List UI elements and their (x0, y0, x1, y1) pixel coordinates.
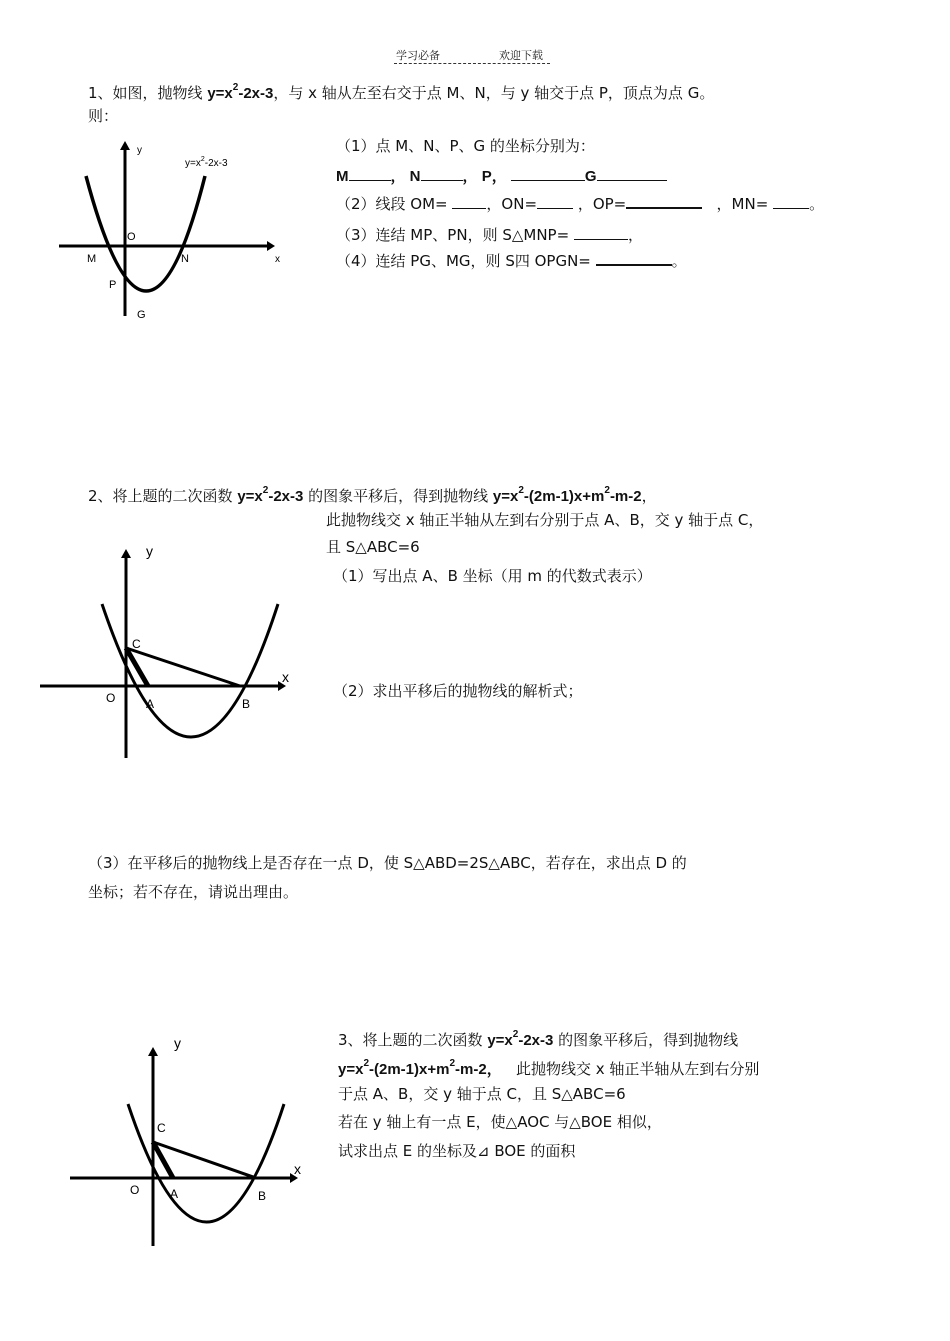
q1-parabola (86, 176, 205, 291)
blank-on[interactable] (537, 194, 573, 209)
q1-line2: 则： (88, 107, 119, 125)
q1-graph (55, 138, 295, 328)
blank-op[interactable] (626, 193, 702, 209)
q2-a-label: A (146, 697, 155, 711)
q1-p-label: P (109, 279, 117, 291)
q2-b-label: B (242, 697, 251, 711)
blank-n[interactable] (421, 166, 463, 181)
q3-parabola (128, 1104, 284, 1222)
q3-x-label: x (294, 1161, 301, 1177)
q3-c-label: C (157, 1121, 166, 1135)
q3-line3: 于点 A、B，交 y 轴于点 C，且 S△ABC=6 (338, 1085, 626, 1103)
q1-x-label: x (275, 254, 280, 265)
q1-n-label: N (181, 253, 189, 265)
q1-y-arrow (120, 141, 130, 150)
q3-a-label: A (170, 1187, 179, 1201)
q2-line2: 此抛物线交 x 轴正半轴从左到右分别于点 A、B，交 y 轴于点 C， (326, 511, 764, 529)
q1-m-label: M (87, 253, 97, 265)
q3-o-label: O (130, 1183, 140, 1197)
q2-sub1: （1）写出点 A、B 坐标（用 m 的代数式表示） (333, 567, 652, 585)
q3-y-arrow (148, 1047, 158, 1056)
blank-mn[interactable] (773, 194, 809, 209)
q3-y-label: y (174, 1035, 181, 1051)
q2-sub3-line2: 坐标；若不存在，请说出理由。 (88, 883, 299, 901)
q1-line1: 1、如图，抛物线 $y=x^2-2x-3$，与 x 轴从左至右交于点 M、N，与 y 轴交于点 P，顶点为点 G。 (88, 82, 715, 102)
q1-sub3: （3）连结 MP、PN，则 S△MNP= ， (336, 226, 643, 244)
header-left: 学习必备 (396, 49, 440, 62)
q1-graph-title: $y=x^2-2x-3$ (185, 156, 228, 169)
q2-graph (38, 540, 298, 770)
q1-sub4: （4）连结 PG、MG，则 S四 OPGN= 。 (336, 252, 687, 270)
q2-sub3-line1: （3）在平移后的抛物线上是否存在一点 D，使 S△ABD=2S△ABC，若存在，求出点 D 的 (88, 854, 687, 872)
q2-sub2: （2）求出平移后的抛物线的解析式； (333, 682, 583, 700)
header-divider (394, 63, 550, 64)
header-right: 欢迎下载 (499, 49, 543, 62)
q2-y-label: y (146, 543, 153, 559)
q1-sub1-blanks: M ， N ， P， G (336, 166, 667, 187)
q2-line1: 2、将上题的二次函数 $y=x^2-2x-3$ 的图象平移后，得到抛物线 $y=x^2-(2m-1)x+m^2-m-2$， (88, 485, 657, 505)
blank-om[interactable] (452, 194, 486, 209)
q2-line3: 且 S△ABC=6 (326, 538, 420, 556)
q3-line4: 若在 y 轴上有一点 E，使△AOC 与△BOE 相似， (338, 1113, 662, 1131)
q3-graph (68, 1030, 318, 1255)
q2-c-label: C (132, 637, 141, 651)
blank-s-opgn[interactable] (596, 250, 672, 266)
q1-x-arrow (267, 241, 275, 251)
q2-x-label: x (282, 669, 289, 685)
q3-line1: 3、将上题的二次函数 $y=x^2-2x-3$ 的图象平移后，得到抛物线 (338, 1029, 739, 1049)
q3-line2: $y=x^2-(2m-1)x+m^2-m-2$， 此抛物线交 x 轴正半轴从左到右分别 (338, 1058, 760, 1078)
q2-o-label: O (106, 691, 116, 705)
q1-y-label: y (137, 145, 142, 156)
q2-y-arrow (121, 549, 131, 558)
blank-p[interactable] (511, 166, 585, 181)
q3-line5: 试求出点 E 的坐标及⊿ BOE 的面积 (338, 1142, 576, 1160)
blank-g[interactable] (597, 166, 667, 181)
q3-b-label: B (258, 1189, 267, 1203)
q1-sub1: （1）点 M、N、P、G 的坐标分别为： (336, 137, 595, 155)
q1-g-label: G (137, 309, 146, 321)
q1-sub2: （2）线段 OM= ，ON= ，OP= ，MN= 。 (336, 195, 825, 213)
blank-m[interactable] (349, 166, 391, 181)
blank-s-mnp[interactable] (574, 225, 628, 240)
q1-o-label: O (127, 231, 136, 243)
